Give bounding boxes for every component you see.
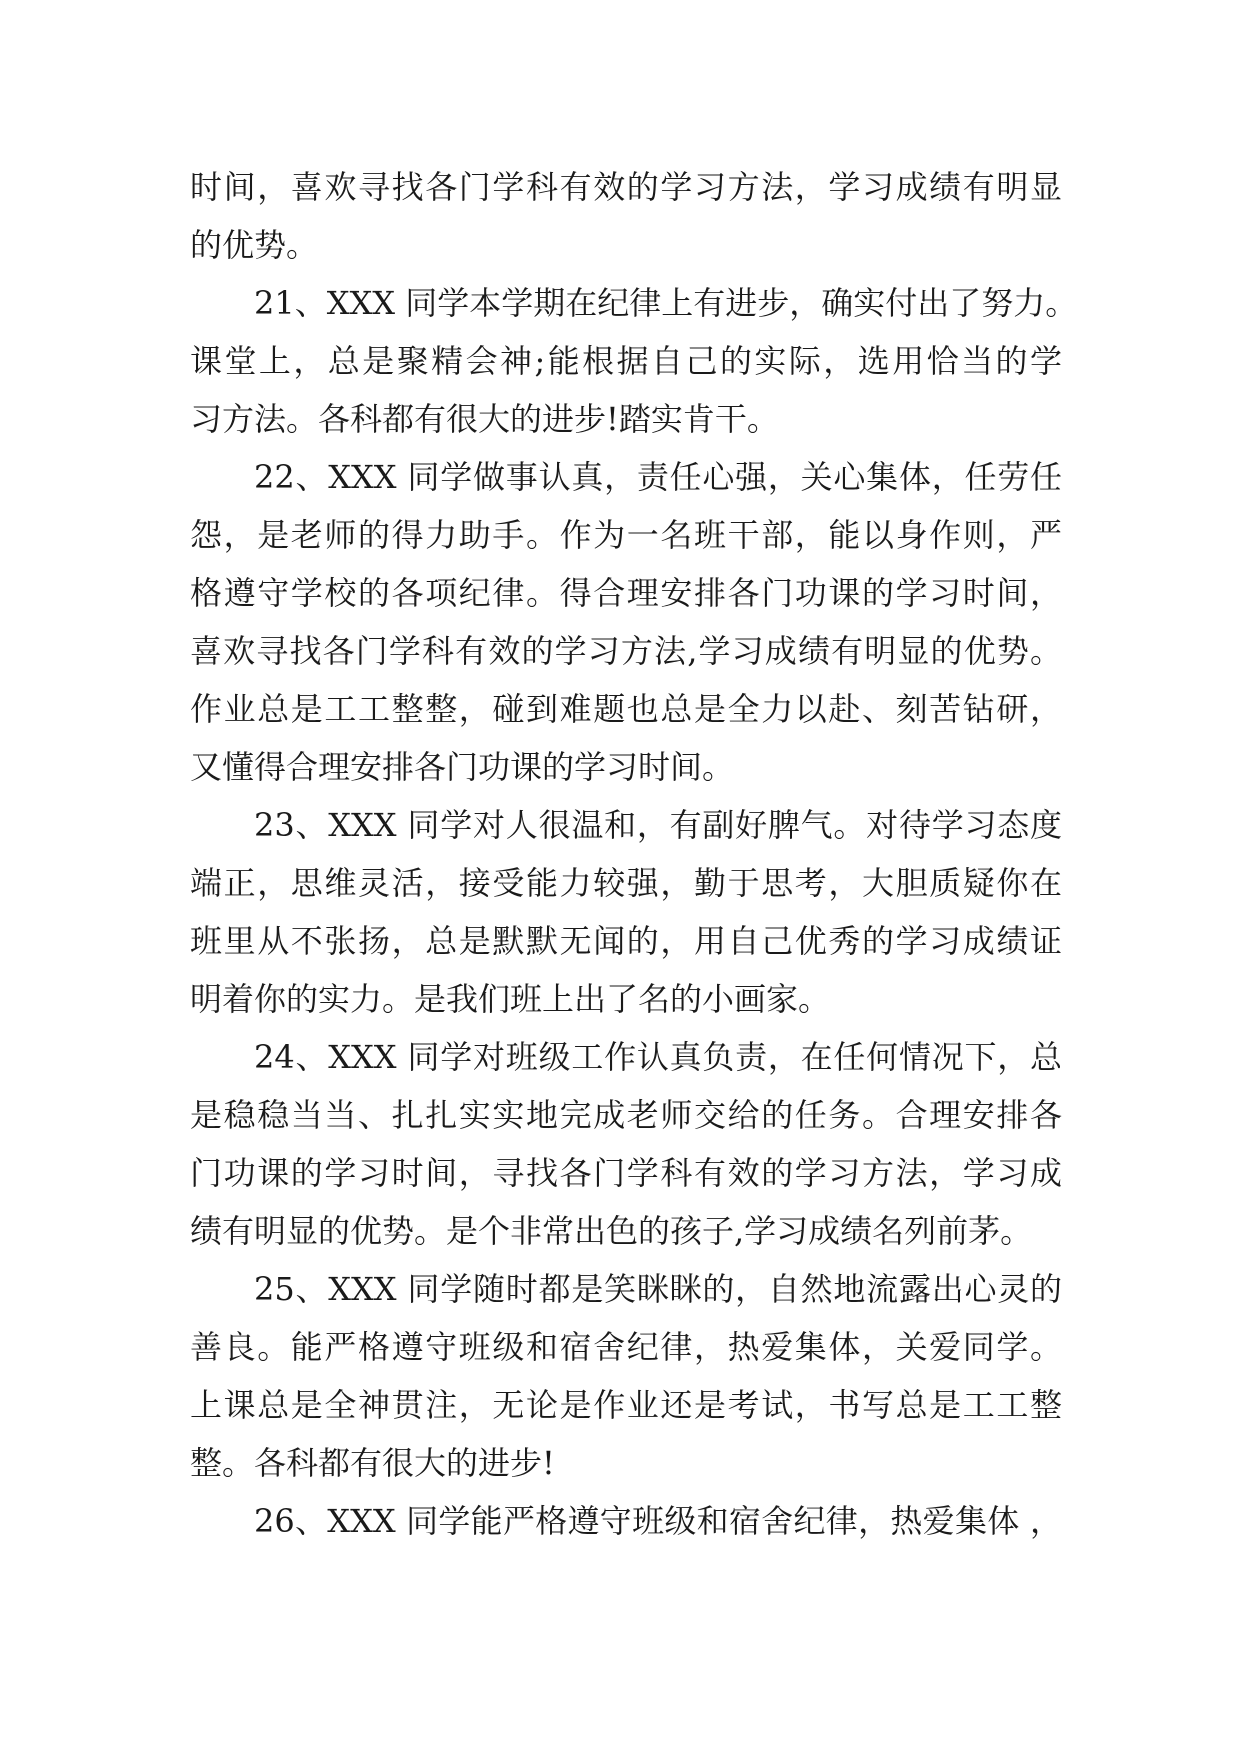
text-line: 23、XXX 同学对人很温和，有副好脾气。对待学习态度 <box>254 806 1062 844</box>
paragraph-20-continuation <box>190 158 1062 274</box>
text-line: 格遵守学校的各项纪律。得合理安排各门功课的学习时间， <box>190 574 1062 612</box>
text-line: 端正，思维灵活，接受能力较强，勤于思考，大胆质疑你在 <box>190 864 1062 902</box>
paragraph-22 <box>190 448 1062 796</box>
text-line: 喜欢寻找各门学科有效的学习方法,学习成绩有明显的优势。 <box>190 632 1062 670</box>
text-line: 的优势。 <box>190 226 319 264</box>
text-line: 绩有明显的优势。是个非常出色的孩子,学习成绩名列前茅。 <box>190 1212 1033 1250</box>
text-line: 24、XXX 同学对班级工作认真负责，在任何情况下，总 <box>254 1038 1062 1076</box>
paragraph-24 <box>190 1028 1062 1260</box>
text-line: 课堂上，总是聚精会神;能根据自己的实际，选用恰当的学 <box>190 342 1062 380</box>
text-line: 是稳稳当当、扎扎实实地完成老师交给的任务。合理安排各 <box>190 1096 1062 1134</box>
text-line: 明着你的实力。是我们班上出了名的小画家。 <box>190 980 831 1018</box>
paragraph-21 <box>190 274 1078 448</box>
text-line: 25、XXX 同学随时都是笑眯眯的，自然地流露出心灵的 <box>254 1270 1062 1308</box>
text-line: 22、XXX 同学做事认真，责任心强，关心集体，任劳任 <box>254 458 1062 496</box>
text-line: 时间，喜欢寻找各门学科有效的学习方法，学习成绩有明显 <box>190 168 1062 206</box>
text-line: 21、XXX 同学本学期在纪律上有进步，确实付出了努力。 <box>254 284 1078 322</box>
text-line: 又懂得合理安排各门功课的学习时间。 <box>190 748 735 786</box>
text-line: 习方法。各科都有很大的进步!踏实肯干。 <box>190 400 779 438</box>
text-line: 善良。能严格遵守班级和宿舍纪律，热爱集体，关爱同学。 <box>190 1328 1062 1366</box>
paragraph-25 <box>190 1260 1062 1492</box>
paragraph-23 <box>190 796 1062 1028</box>
text-line: 上课总是全神贯注，无论是作业还是考试，书写总是工工整 <box>190 1386 1062 1424</box>
text-line: 怨，是老师的得力助手。作为一名班干部，能以身作则，严 <box>190 516 1062 554</box>
document-body <box>190 158 1078 1550</box>
text-line: 门功课的学习时间，寻找各门学科有效的学习方法，学习成 <box>190 1154 1062 1192</box>
text-line: 整。各科都有很大的进步! <box>190 1444 555 1482</box>
text-line: 26、XXX 同学能严格遵守班级和宿舍纪律，热爱集体 ， <box>254 1502 1062 1540</box>
text-line: 班里从不张扬，总是默默无闻的，用自己优秀的学习成绩证 <box>190 922 1062 960</box>
text-line: 作业总是工工整整，碰到难题也总是全力以赴、刻苦钻研， <box>190 690 1062 728</box>
paragraph-26 <box>190 1492 1062 1550</box>
